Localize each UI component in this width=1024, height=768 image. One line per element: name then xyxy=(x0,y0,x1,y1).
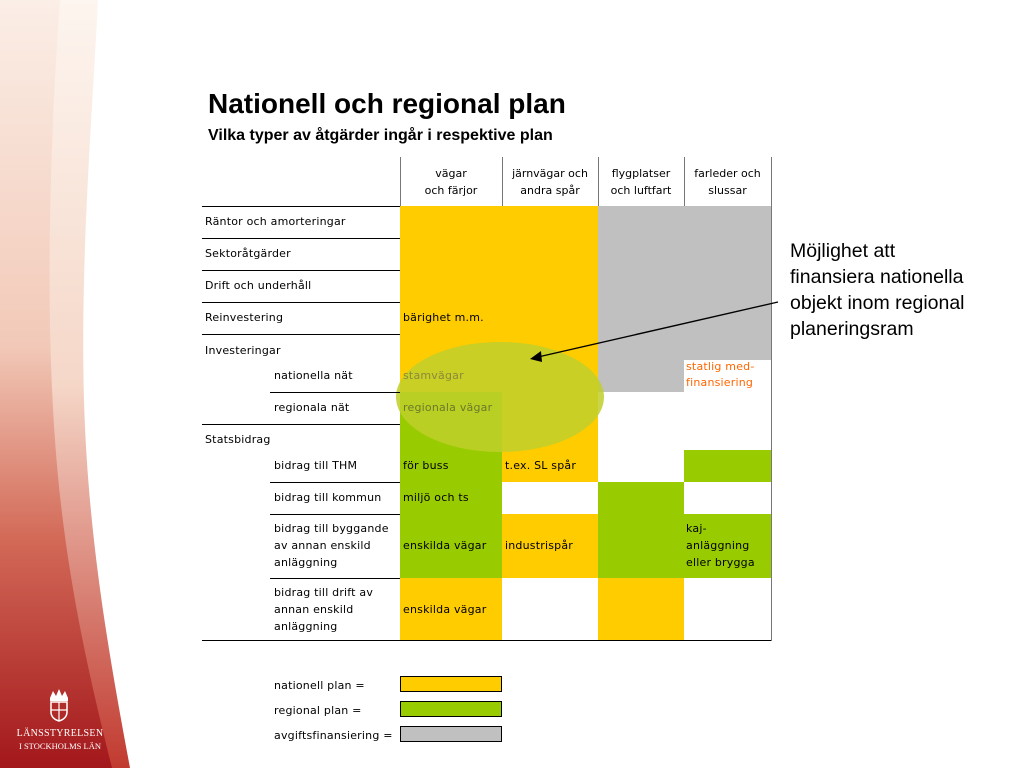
cell-text-barighet: bärighet m.m. xyxy=(403,311,484,324)
cell-text-stamvagar: stamvägar xyxy=(403,369,464,382)
row-label-reinvest: Reinvestering xyxy=(205,311,284,324)
col-header-jarnvagar-l1: järnvägar och xyxy=(512,167,588,180)
col-header-flygplatser-l1: flygplatser xyxy=(611,167,671,180)
row-label-driftb-l3: anläggning xyxy=(274,620,338,633)
row-label-bygg-l1: bidrag till byggande xyxy=(274,522,389,535)
col-header-farleder xyxy=(684,165,771,199)
cell-text-enskilda2: enskilda vägar xyxy=(403,603,487,616)
callout-line1: Möjlighet att xyxy=(790,240,896,262)
col-header-vagar xyxy=(400,165,502,199)
row-label-nationella: nationella nät xyxy=(274,369,353,382)
col-header-flygplatser-l2: och luftfart xyxy=(610,184,672,197)
row-label-thm: bidrag till THM xyxy=(274,459,358,472)
col-header-farleder-l2: slussar xyxy=(708,184,747,197)
callout-line3: objekt inom regional xyxy=(790,292,965,314)
page-subtitle: Vilka typer av åtgärder ingår i respektive plan xyxy=(208,127,553,144)
row-label-bygg-l2: av annan enskild xyxy=(274,539,371,552)
row-label-sektor: Sektoråtgärder xyxy=(205,247,291,260)
col-header-jarnvagar xyxy=(502,165,598,199)
row-label-drift: Drift och underhåll xyxy=(205,279,312,292)
cell-text-tex-sl: t.ex. SL spår xyxy=(505,459,577,472)
cell-text-for-buss: för buss xyxy=(403,459,449,472)
cell-text-kaj-l1: kaj- xyxy=(686,522,707,535)
legend-label-nationell: nationell plan = xyxy=(274,679,365,692)
cell-green-flyg-kommun xyxy=(598,482,684,578)
cell-yellow-flyg-drift xyxy=(598,578,684,641)
legend-swatch-avgift xyxy=(400,726,502,742)
col-header-farleder-l1: farleder och xyxy=(694,167,761,180)
cell-text-industri: industrispår xyxy=(505,539,573,552)
col-header-flygplatser xyxy=(598,165,684,199)
legend-label-regional: regional plan = xyxy=(274,704,362,717)
legend-label-avgift: avgiftsfinansiering = xyxy=(274,729,393,742)
page-title: Nationell och regional plan xyxy=(208,88,566,119)
col-header-vagar-l1: vägar xyxy=(435,167,467,180)
cell-text-kaj-l3: eller brygga xyxy=(686,556,755,569)
logo-text-line1: LÄNSSTYRELSEN xyxy=(16,728,104,739)
cell-text-kaj-l2: anläggning xyxy=(686,539,750,552)
cell-text-regionala-vagar: regionala vägar xyxy=(403,401,493,414)
crown-logo-icon xyxy=(44,686,74,722)
col-header-jarnvagar-l2: andra spår xyxy=(520,184,580,197)
cell-text-miljo: miljö och ts xyxy=(403,491,469,504)
sidebar-decoration xyxy=(0,0,150,768)
cell-green-farled-thm xyxy=(684,450,771,482)
cell-text-statlig-l1: statlig med- xyxy=(686,360,755,373)
logo-text-line2: I STOCKHOLMS LÄN xyxy=(18,741,102,751)
row-label-regionala: regionala nät xyxy=(274,401,350,414)
row-label-driftb-l1: bidrag till drift av xyxy=(274,586,374,599)
callout-arrow xyxy=(520,290,790,370)
row-label-invest: Investeringar xyxy=(205,344,281,357)
row-label-rantor: Räntor och amorteringar xyxy=(205,215,346,228)
callout-text xyxy=(790,238,965,342)
legend-swatch-nationell xyxy=(400,676,502,692)
cell-text-enskilda1: enskilda vägar xyxy=(403,539,487,552)
row-label-bygg-l3: anläggning xyxy=(274,556,338,569)
col-header-vagar-l2: och färjor xyxy=(424,184,478,197)
row-label-driftb-l2: annan enskild xyxy=(274,603,354,616)
callout-line2: finansiera nationella xyxy=(790,266,964,288)
row-label-statsbidrag: Statsbidrag xyxy=(205,433,271,446)
cell-text-statlig-l2: finansiering xyxy=(686,376,754,389)
callout-line4: planeringsram xyxy=(790,318,914,340)
row-label-kommun: bidrag till kommun xyxy=(274,491,382,504)
legend-swatch-regional xyxy=(400,701,502,717)
